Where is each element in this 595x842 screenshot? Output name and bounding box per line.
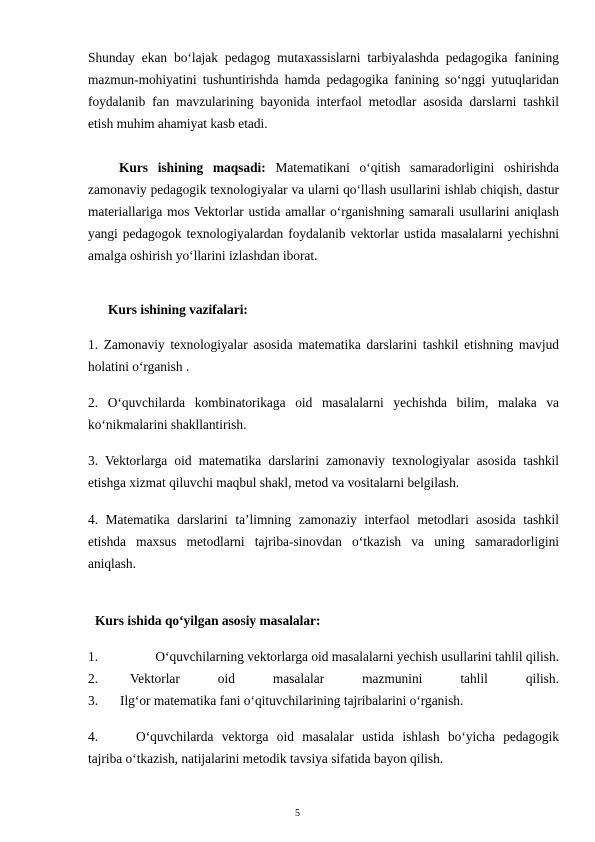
problem-number: 1. bbox=[88, 649, 99, 664]
problem-word: qilish. bbox=[525, 671, 559, 686]
problems-heading: Kurs ishida qo‘yilgan asosiy masalalar: bbox=[95, 613, 321, 628]
problem-text bbox=[130, 668, 559, 690]
problem-word: Vektorlar bbox=[130, 671, 180, 686]
problem-number: 3. bbox=[88, 693, 99, 708]
goal-paragraph bbox=[88, 157, 559, 267]
problem-word: masalalar bbox=[272, 671, 325, 686]
problem-text: Ilg‘or matematika fani o‘qituvchilarining tajribalarini o‘rganish. bbox=[120, 693, 464, 708]
task-item-1: 1. Zamonaviy texnologiyalar asosida matematika darslarini tashkil etishning mavjud holatini o‘rganish . bbox=[88, 337, 559, 374]
problem-text-content: O‘quvchilarda vektorga oid masalalar ustida ishlash bo‘yicha pedagogik tajriba o‘tkazish, natijalarini metodik tavsiya sifatida bayon qilish. bbox=[88, 729, 559, 766]
page-number: 5 bbox=[295, 808, 300, 819]
problem-text bbox=[88, 726, 559, 770]
problem-word: oid bbox=[217, 671, 235, 686]
task-item-4: 4. Matematika darslarini ta’limning zamonaziy interfaol metodlari asosida tashkil etishda maxsus metodlarni tajriba-sinovdan o‘tkazish va uning samaradorligini aniqlash. bbox=[88, 512, 559, 571]
goal-label: Kurs ishining maqsadi: bbox=[119, 160, 266, 175]
goal-text: Matematikani o‘qitish samaradorligini oshirishda zamonaviy pedagogik texnologiyalar va ularni qo‘llash usullarini ishlab chiqish, dastur materiallariga mos Vektorlar ustida amallar o‘rganishning samarali usullarini aniqlash yangi pedagogok texnologiyalardan foydalanib vektorlar ustida masalalarni yechishni amalga oshirish yo‘llarini izlashdan iborat. bbox=[88, 160, 559, 263]
problem-item-4 bbox=[88, 726, 559, 770]
intro-paragraph: Shunday ekan bo‘lajak pedagog mutaxassislarni tarbiyalashda pedagogika fanining mazmun-mohiyatini tushuntirishda hamda pedagogika fanining so‘nggi yutuqlaridan foydalanib fan mavzularining bayonida interfaol metodlar asosida darslarni tashkil etish muhim ahamiyat kasb etadi. bbox=[88, 50, 559, 131]
problem-number: 2. bbox=[88, 671, 99, 686]
problem-text: O‘quvchilarning vektorlarga oid masalalarni yechish usullarini tahlil qilish. bbox=[155, 649, 559, 664]
tasks-heading: Kurs ishining vazifalari: bbox=[108, 302, 248, 317]
problem-word: mazmunini bbox=[362, 671, 423, 686]
task-item-2: 2. O‘quvchilarda kombinatorikaga oid masalalarni yechishda bilim, malaka va ko‘nikmalarini shakllantirish. bbox=[88, 395, 559, 432]
problem-number: 4. bbox=[88, 729, 99, 744]
problem-word: tahlil bbox=[460, 671, 488, 686]
task-item-3: 3. Vektorlarga oid matematika darslarini zamonaviy texnologiyalar asosida tashkil etishga xizmat qiluvchi maqbul shakl, metod va vositalarni belgilash. bbox=[88, 453, 559, 490]
